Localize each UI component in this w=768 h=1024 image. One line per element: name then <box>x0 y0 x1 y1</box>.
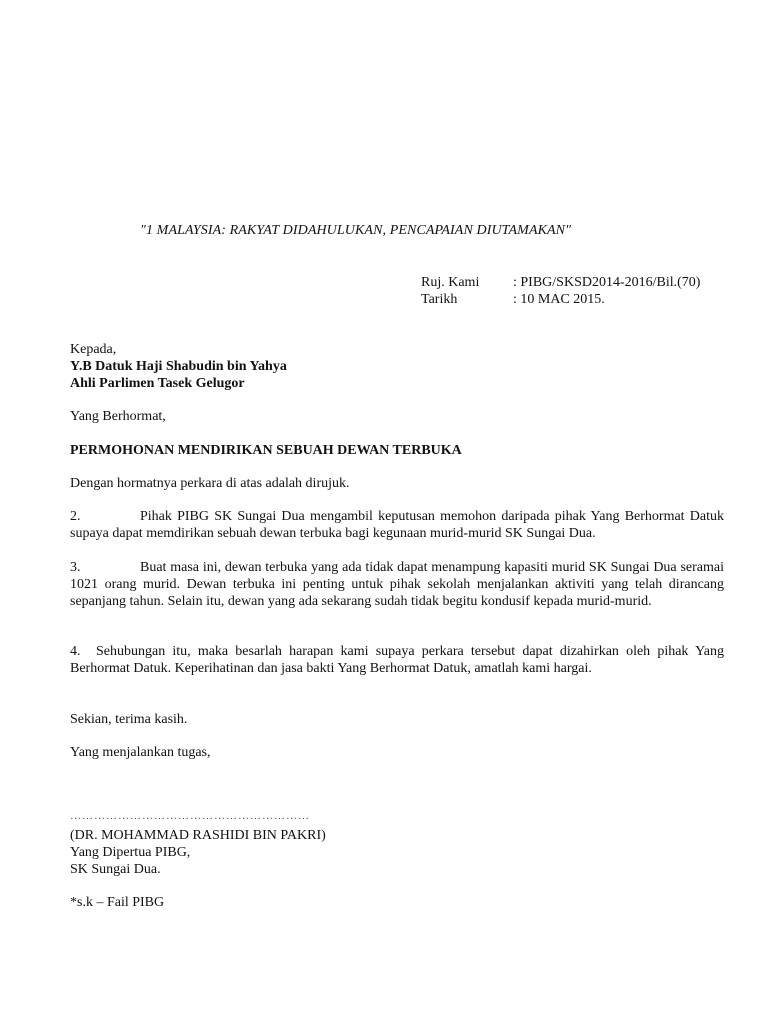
date-label: Tarikh <box>421 292 458 307</box>
reference-label: Ruj. Kami <box>421 275 480 290</box>
paragraph-number: 3. <box>70 560 81 575</box>
reference-value: : PIBG/SKSD2014-2016/Bil.(70) <box>513 275 701 290</box>
greeting: Yang Berhormat, <box>70 409 166 424</box>
signatory-name: (DR. MOHAMMAD RASHIDI BIN PAKRI) <box>70 828 326 843</box>
signatory-position: Yang Dipertua PIBG, <box>70 845 191 860</box>
date-value: : 10 MAC 2015. <box>513 292 605 307</box>
signatory-block <box>70 827 724 878</box>
opening-line: Dengan hormatnya perkara di atas adalah dirujuk. <box>70 476 350 491</box>
paragraph-3 <box>70 559 724 610</box>
paragraph-4 <box>70 643 724 677</box>
paragraph-text: Pihak PIBG SK Sungai Dua mengambil keputusan memohon daripada pihak Yang Berhormat Datuk supaya dapat memdirikan sebuah dewan terbuka bagi kegunaan murid-murid SK Sungai Dua. <box>70 509 724 541</box>
recipient-block <box>70 341 724 392</box>
signatory-organization: SK Sungai Dua. <box>70 862 161 877</box>
subject-heading: PERMOHONAN MENDIRIKAN SEBUAH DEWAN TERBUKA <box>70 443 462 458</box>
paragraph-text: Sehubungan itu, maka besarlah harapan kami supaya perkara tersebut dapat dizahirkan oleh pihak Yang Berhormat Datuk. Keperihatinan dan jasa bakti Yang Berhormat Datuk, amatlah kami hargai. <box>70 644 724 676</box>
reference-block <box>421 274 700 308</box>
closing-line: Sekian, terima kasih. <box>70 712 188 727</box>
paragraph-number: 4. <box>70 644 81 659</box>
duty-line: Yang menjalankan tugas, <box>70 745 211 760</box>
paragraph-text: Buat masa ini, dewan terbuka yang ada tidak dapat menampung kapasiti murid SK Sungai Dua seramai 1021 orang murid. Dewan terbuka ini penting untuk pihak sekolah menjalankan aktiviti yang telah dirancang sepanjang tahun. Selain itu, dewan yang ada sekarang sudah tidak begitu kondusif kepada murid-murid. <box>70 560 724 609</box>
signature-line: …………………………………………………… <box>70 810 310 822</box>
motto-line: "1 MALAYSIA: RAKYAT DIDAHULUKAN, PENCAPAIAN DIUTAMAKAN" <box>140 223 572 238</box>
date-row <box>421 291 700 308</box>
recipient-title: Ahli Parlimen Tasek Gelugor <box>70 376 245 391</box>
recipient-name: Y.B Datuk Haji Shabudin bin Yahya <box>70 359 287 374</box>
cc-line: *s.k – Fail PIBG <box>70 895 165 910</box>
reference-row <box>421 274 700 291</box>
paragraph-number: 2. <box>70 509 81 524</box>
paragraph-2 <box>70 508 724 542</box>
recipient-to: Kepada, <box>70 342 117 357</box>
